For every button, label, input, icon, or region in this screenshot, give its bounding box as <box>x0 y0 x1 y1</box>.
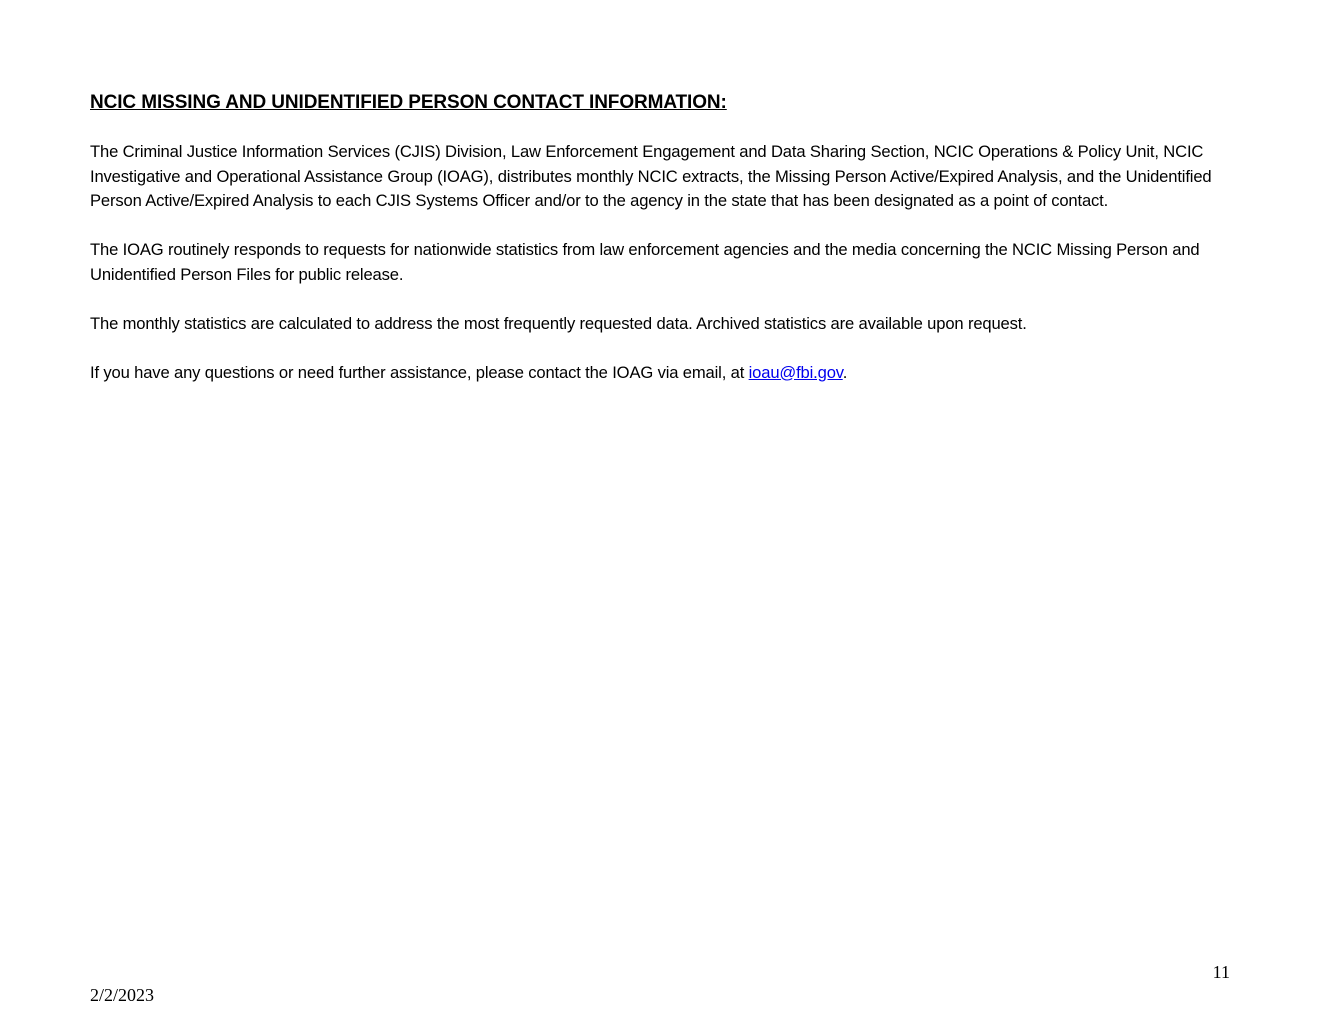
paragraph-contact <box>90 361 1230 386</box>
paragraph-monthly-statistics: The monthly statistics are calculated to address the most frequently requested data. Archived statistics are available upon request. <box>90 313 1027 333</box>
contact-prefix-text: If you have any questions or need further assistance, please contact the IOAG via email, at <box>90 362 749 382</box>
contact-suffix-text: . <box>842 362 848 382</box>
page-number: 11 <box>1212 962 1230 982</box>
document-body <box>90 92 1230 410</box>
paragraph-statistics-requests: The IOAG routinely responds to requests for nationwide statistics from law enforcement agencies and the media concerning the NCIC Missing Person and Unidentified Person Files for public release. <box>90 240 1200 284</box>
section-heading: NCIC MISSING AND UNIDENTIFIED PERSON CONTACT INFORMATION: <box>90 92 727 113</box>
paragraph-distribution: The Criminal Justice Information Services (CJIS) Division, Law Enforcement Engagement and Data Sharing Section, NCIC Operations & Policy Unit, NCIC Investigative and Operational Assistance Group (IOAG), distributes monthly NCIC extracts, the Missing Person Active/Expired Analysis, and the Unidentified Person Active/Expired Analysis to each CJIS Systems Officer and/or to the agency in the state that has been designated as a point of contact. <box>90 142 1212 210</box>
email-link[interactable]: ioau@fbi.gov <box>748 362 843 382</box>
footer-date: 2/2/2023 <box>90 985 155 1005</box>
